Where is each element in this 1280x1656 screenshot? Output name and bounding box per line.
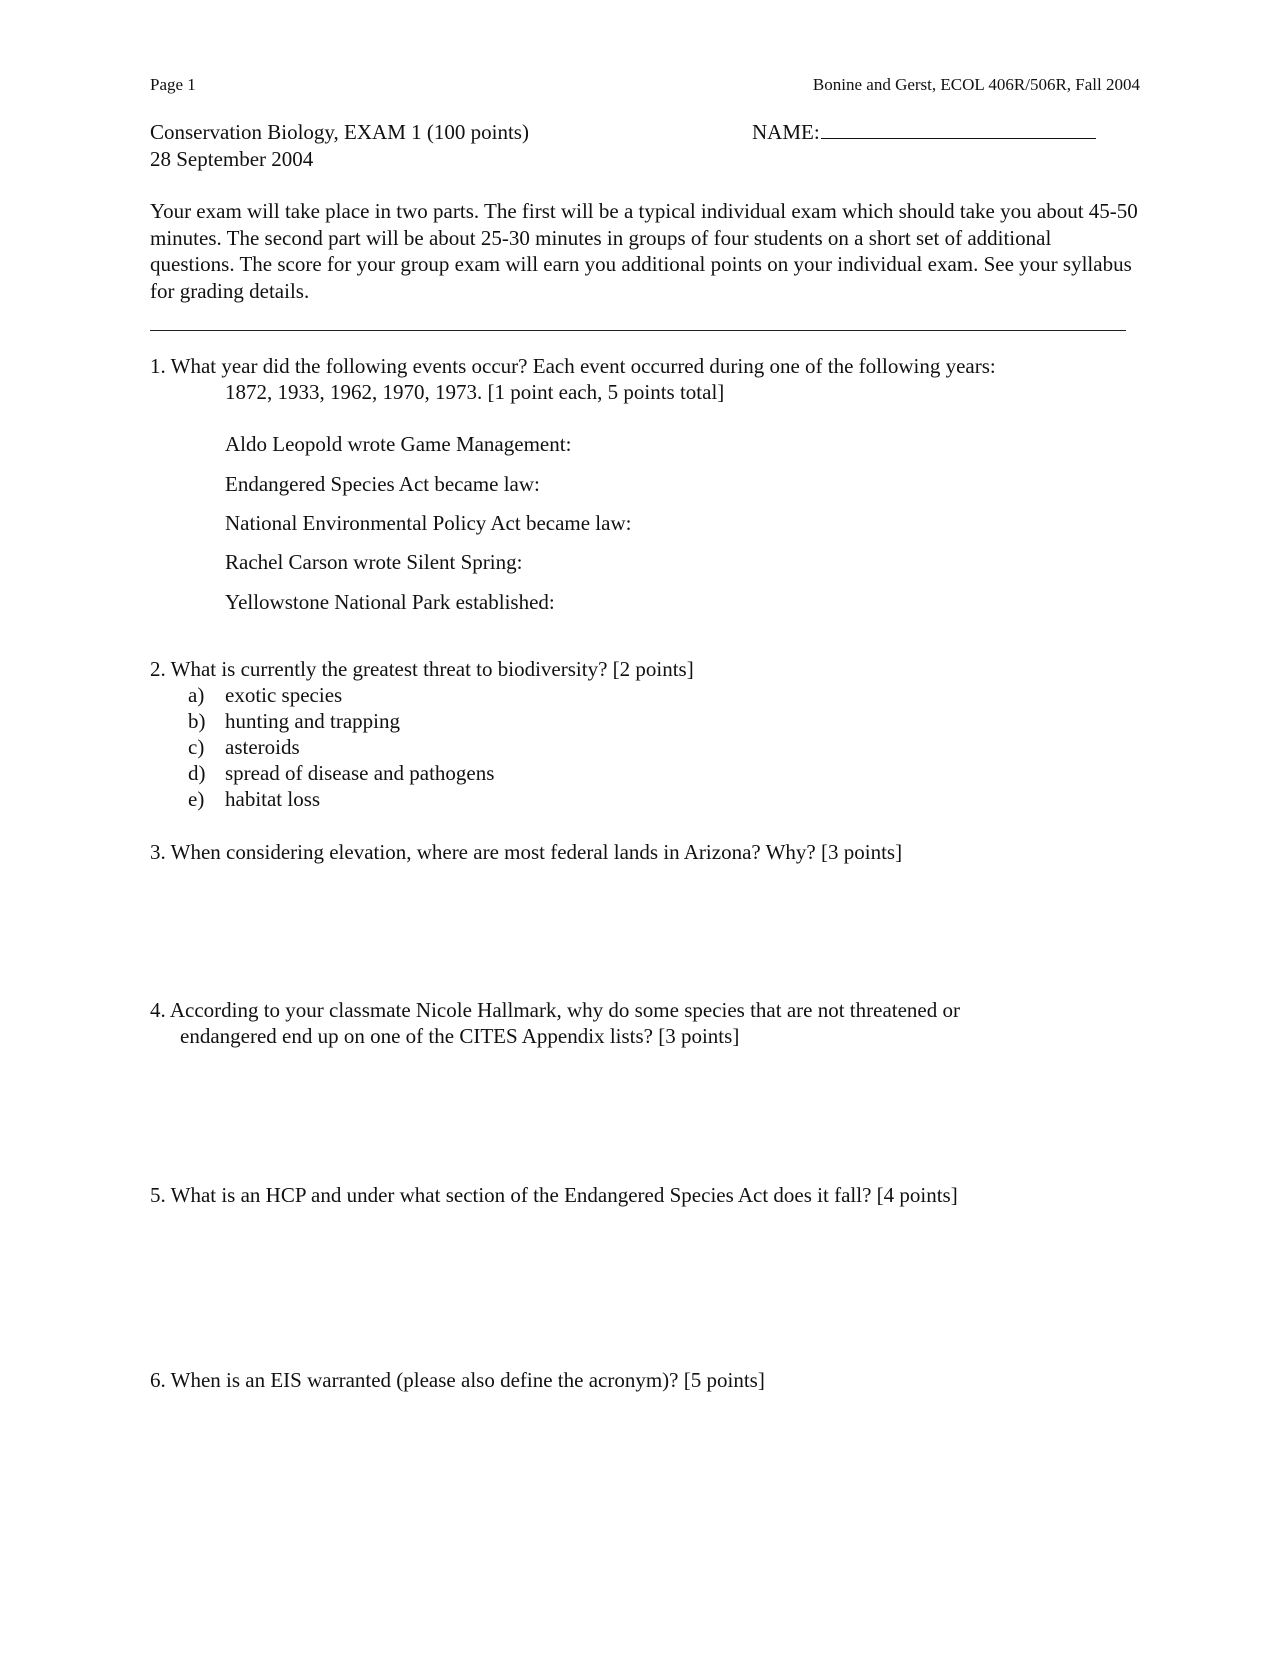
question-2-text: 2. What is currently the greatest threat to biodiversity? [2 points] — [150, 657, 694, 681]
name-blank-line[interactable] — [821, 120, 1096, 139]
exam-date: 28 September 2004 — [150, 147, 314, 171]
option-text: asteroids — [225, 735, 300, 759]
section-divider — [150, 330, 1126, 331]
question-1-years: 1872, 1933, 1962, 1970, 1973. [1 point each, 5 points total] — [225, 380, 725, 404]
question-4-text: 4. According to your classmate Nicole Hallmark, why do some species that are not threatened or — [150, 998, 960, 1022]
option-text: habitat loss — [225, 787, 321, 811]
question-4-text-cont: endangered end up on one of the CITES Appendix lists? [3 points] — [180, 1024, 740, 1048]
option-letter: c) — [188, 735, 205, 759]
option-letter: a) — [188, 683, 205, 707]
option-letter: e) — [188, 787, 205, 811]
course-info: Bonine and Gerst, ECOL 406R/506R, Fall 2004 — [812, 75, 1140, 94]
name-label: NAME: — [752, 120, 820, 144]
question-1-text: 1. What year did the following events occur? Each event occurred during one of the following years: — [150, 354, 996, 378]
exam-title: Conservation Biology, EXAM 1 (100 points) — [150, 120, 529, 144]
option-text: hunting and trapping — [225, 709, 400, 733]
name-field[interactable] — [752, 120, 1096, 145]
page-number: Page 1 — [150, 75, 196, 94]
q1-event-1: Aldo Leopold wrote Game Management: — [225, 432, 572, 456]
option-letter: b) — [188, 709, 206, 733]
option-text: spread of disease and pathogens — [225, 761, 495, 785]
q1-event-4: Rachel Carson wrote Silent Spring: — [225, 550, 523, 574]
option-text: exotic species — [225, 683, 343, 707]
q1-event-5: Yellowstone National Park established: — [225, 590, 555, 614]
intro-paragraph: Your exam will take place in two parts. The first will be a typical individual exam which should take you about 45-50 minutes. The second part will be about 25-30 minutes in groups of four students on a short set of additional questions. The score for your group exam will earn you additional points on your individual exam. See your syllabus for grading details. — [150, 199, 1138, 303]
option-letter: d) — [188, 761, 206, 785]
question-3-text: 3. When considering elevation, where are most federal lands in Arizona? Why? [3 points] — [150, 840, 903, 864]
q1-event-2: Endangered Species Act became law: — [225, 472, 540, 496]
question-5-text: 5. What is an HCP and under what section of the Endangered Species Act does it fall? [4 points] — [150, 1183, 958, 1207]
q1-event-3: National Environmental Policy Act became law: — [225, 511, 632, 535]
question-6-text: 6. When is an EIS warranted (please also define the acronym)? [5 points] — [150, 1368, 765, 1392]
